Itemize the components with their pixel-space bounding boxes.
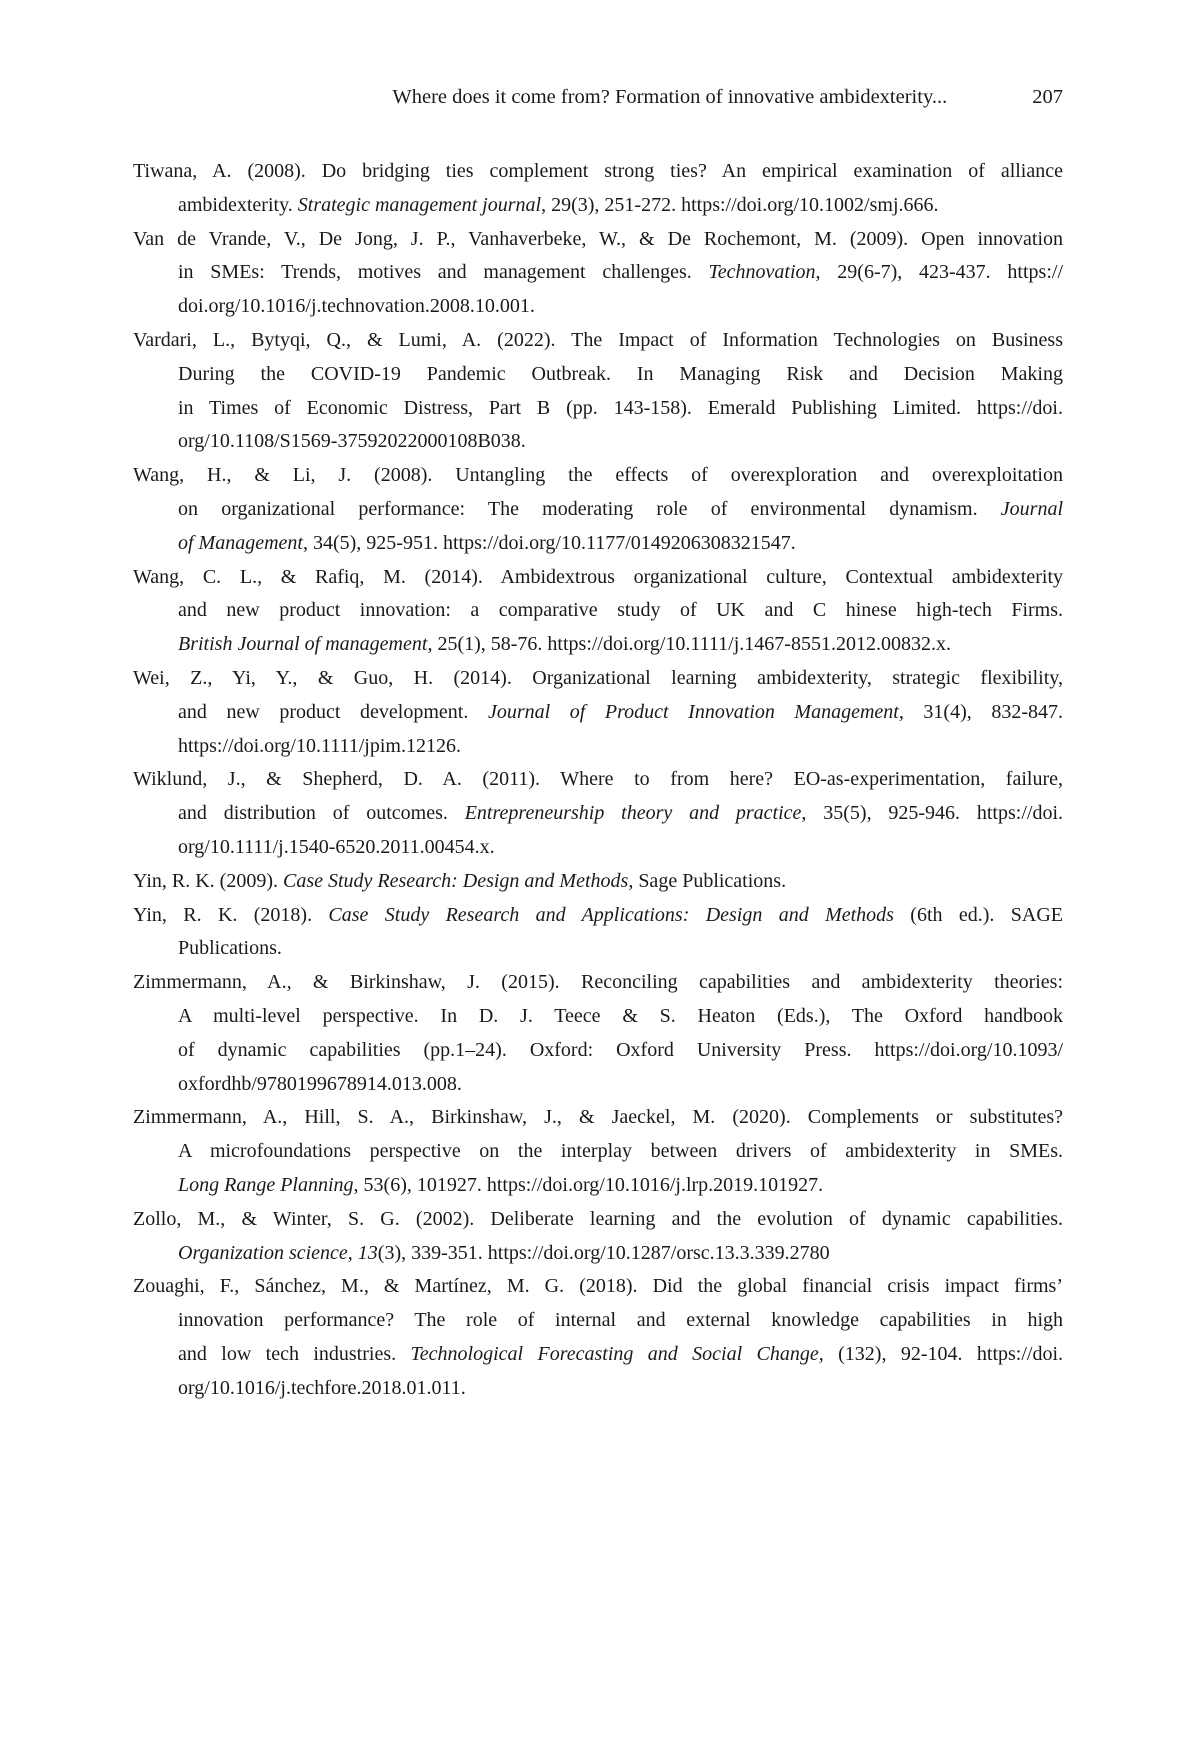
reference-line bbox=[178, 358, 1063, 392]
reference-entry bbox=[133, 1270, 1063, 1405]
reference-line bbox=[133, 223, 1063, 257]
reference-line bbox=[178, 797, 1063, 831]
reference-line bbox=[178, 932, 1063, 966]
reference-line bbox=[133, 1203, 1063, 1237]
reference-line bbox=[178, 831, 1063, 865]
reference-text: of dynamic capabilities (pp.1–24). Oxford: Oxford University Press. https://doi.org/10.1093/ bbox=[178, 1039, 1063, 1061]
reference-text: in SMEs: Trends, motives and management challenges. bbox=[178, 261, 709, 283]
reference-line bbox=[178, 1372, 1063, 1406]
reference-entry bbox=[133, 966, 1063, 1101]
reference-source-italic: Case Study Research and Applications: Design and Methods bbox=[328, 904, 894, 926]
reference-text: and distribution of outcomes. bbox=[178, 802, 465, 824]
reference-entry bbox=[133, 223, 1063, 324]
reference-text: , 29(3), 251-272. https://doi.org/10.1002/smj.666. bbox=[541, 194, 938, 216]
reference-source-italic: Technological Forecasting and Social Change bbox=[411, 1343, 819, 1365]
reference-text: (6th ed.). SAGE bbox=[894, 904, 1063, 926]
reference-entry bbox=[133, 662, 1063, 763]
reference-line bbox=[178, 1169, 1063, 1203]
reference-line bbox=[178, 392, 1063, 426]
reference-entry bbox=[133, 1101, 1063, 1202]
reference-list bbox=[133, 155, 1063, 1405]
reference-text: Wang, H., & Li, J. (2008). Untangling the effects of overexploration and overexploitation bbox=[133, 464, 1063, 486]
reference-line bbox=[178, 290, 1063, 324]
running-title: Where does it come from? Formation of innovative ambidexterity... bbox=[392, 86, 947, 109]
reference-text: Vardari, L., Bytyqi, Q., & Lumi, A. (2022). The Impact of Information Technologies on Business bbox=[133, 329, 1063, 351]
reference-text: and low tech industries. bbox=[178, 1343, 411, 1365]
reference-source-italic: Journal bbox=[1001, 498, 1063, 520]
reference-text: Zimmermann, A., & Birkinshaw, J. (2015). Reconciling capabilities and ambidexterity theories: bbox=[133, 971, 1063, 993]
reference-entry bbox=[133, 899, 1063, 967]
reference-text: A microfoundations perspective on the interplay between drivers of ambidexterity in SMEs. bbox=[178, 1140, 1063, 1162]
reference-text: During the COVID-19 Pandemic Outbreak. In Managing Risk and Decision Making bbox=[178, 363, 1063, 385]
reference-text: Zouaghi, F., Sánchez, M., & Martínez, M. G. (2018). Did the global financial crisis impact firms’ bbox=[133, 1275, 1063, 1297]
reference-text: and new product innovation: a comparative study of UK and C hinese high-tech Firms. bbox=[178, 599, 1063, 621]
reference-line bbox=[178, 256, 1063, 290]
reference-line bbox=[178, 1034, 1063, 1068]
reference-entry bbox=[133, 155, 1063, 223]
reference-line bbox=[133, 324, 1063, 358]
reference-text: Wei, Z., Yi, Y., & Guo, H. (2014). Organizational learning ambidexterity, strategic flexibility, bbox=[133, 667, 1063, 689]
reference-line bbox=[133, 561, 1063, 595]
reference-line bbox=[133, 459, 1063, 493]
reference-line bbox=[178, 1135, 1063, 1169]
reference-line bbox=[178, 493, 1063, 527]
page-number: 207 bbox=[1032, 86, 1063, 109]
reference-line bbox=[133, 1270, 1063, 1304]
reference-text: , 53(6), 101927. https://doi.org/10.1016/j.lrp.2019.101927. bbox=[354, 1174, 824, 1196]
reference-text: Yin, R. K. (2018). bbox=[133, 904, 328, 926]
reference-line bbox=[178, 1237, 1063, 1271]
reference-source-italic: Entrepreneurship theory and practice bbox=[465, 802, 802, 824]
reference-source-italic: Long Range Planning bbox=[178, 1174, 354, 1196]
reference-text: A multi-level perspective. In D. J. Teece & S. Heaton (Eds.), The Oxford handbook bbox=[178, 1005, 1063, 1027]
reference-text: org/10.1111/j.1540-6520.2011.00454.x. bbox=[178, 836, 495, 858]
reference-source-italic: Journal of Product Innovation Management bbox=[488, 701, 899, 723]
reference-text: and new product development. bbox=[178, 701, 488, 723]
reference-text: Tiwana, A. (2008). Do bridging ties complement strong ties? An empirical examination of alliance bbox=[133, 160, 1063, 182]
reference-line bbox=[178, 1000, 1063, 1034]
reference-line bbox=[178, 1338, 1063, 1372]
reference-text: doi.org/10.1016/j.technovation.2008.10.001. bbox=[178, 295, 535, 317]
reference-text: , (132), 92-104. https://doi. bbox=[819, 1343, 1063, 1365]
reference-entry bbox=[133, 865, 1063, 899]
reference-text: Publications. bbox=[178, 937, 282, 959]
reference-source-italic: British Journal of management bbox=[178, 633, 427, 655]
reference-text: oxfordhb/9780199678914.013.008. bbox=[178, 1073, 462, 1095]
reference-line bbox=[178, 425, 1063, 459]
reference-line bbox=[133, 155, 1063, 189]
reference-text: Zimmermann, A., Hill, S. A., Birkinshaw, J., & Jaeckel, M. (2020). Complements or substitutes? bbox=[133, 1106, 1063, 1128]
reference-text: , 25(1), 58-76. https://doi.org/10.1111/j.1467-8551.2012.00832.x. bbox=[427, 633, 951, 655]
reference-line bbox=[133, 763, 1063, 797]
reference-text: Zollo, M., & Winter, S. G. (2002). Deliberate learning and the evolution of dynamic capabilities. bbox=[133, 1208, 1063, 1230]
reference-line bbox=[133, 662, 1063, 696]
running-header bbox=[133, 80, 1063, 114]
reference-text: (3), 339-351. https://doi.org/10.1287/orsc.13.3.339.2780 bbox=[378, 1242, 830, 1264]
reference-source-italic: Case Study Research: Design and Methods bbox=[283, 870, 628, 892]
reference-line bbox=[178, 1304, 1063, 1338]
reference-text: Wang, C. L., & Rafiq, M. (2014). Ambidextrous organizational culture, Contextual ambidexterity bbox=[133, 566, 1063, 588]
reference-text: ambidexterity. bbox=[178, 194, 298, 216]
reference-text: Yin, R. K. (2009). bbox=[133, 870, 283, 892]
reference-entry bbox=[133, 1203, 1063, 1271]
reference-source-italic: Organization science, 13 bbox=[178, 1242, 378, 1264]
reference-entry bbox=[133, 561, 1063, 662]
reference-line bbox=[133, 1101, 1063, 1135]
reference-source-italic: Strategic management journal bbox=[298, 194, 541, 216]
reference-text: org/10.1016/j.techfore.2018.01.011. bbox=[178, 1377, 466, 1399]
reference-line bbox=[178, 594, 1063, 628]
reference-text: on organizational performance: The moderating role of environmental dynamism. bbox=[178, 498, 1001, 520]
reference-line bbox=[178, 730, 1063, 764]
reference-text: , 29(6-7), 423-437. https:// bbox=[816, 261, 1063, 283]
reference-line bbox=[133, 966, 1063, 1000]
reference-text: , 34(5), 925-951. https://doi.org/10.1177/0149206308321547. bbox=[303, 532, 796, 554]
reference-source-italic: of Management bbox=[178, 532, 303, 554]
reference-line bbox=[178, 189, 1063, 223]
reference-text: in Times of Economic Distress, Part B (pp. 143-158). Emerald Publishing Limited. https://doi. bbox=[178, 397, 1063, 419]
reference-line bbox=[178, 696, 1063, 730]
reference-text: org/10.1108/S1569-37592022000108B038. bbox=[178, 430, 526, 452]
reference-entry bbox=[133, 459, 1063, 560]
reference-source-italic: Technovation bbox=[709, 261, 816, 283]
reference-text: , 31(4), 832-847. bbox=[899, 701, 1063, 723]
reference-text: , Sage Publications. bbox=[628, 870, 786, 892]
reference-entry bbox=[133, 324, 1063, 459]
reference-text: , 35(5), 925-946. https://doi. bbox=[801, 802, 1063, 824]
reference-line bbox=[178, 628, 1063, 662]
reference-line bbox=[178, 527, 1063, 561]
reference-line bbox=[133, 899, 1063, 933]
reference-line bbox=[133, 865, 1063, 899]
reference-text: innovation performance? The role of internal and external knowledge capabilities in high bbox=[178, 1309, 1063, 1331]
reference-text: https://doi.org/10.1111/jpim.12126. bbox=[178, 735, 461, 757]
reference-entry bbox=[133, 763, 1063, 864]
reference-text: Wiklund, J., & Shepherd, D. A. (2011). Where to from here? EO-as-experimentation, failure, bbox=[133, 768, 1063, 790]
reference-line bbox=[178, 1068, 1063, 1102]
reference-text: Van de Vrande, V., De Jong, J. P., Vanhaverbeke, W., & De Rochemont, M. (2009). Open innovation bbox=[133, 228, 1063, 250]
